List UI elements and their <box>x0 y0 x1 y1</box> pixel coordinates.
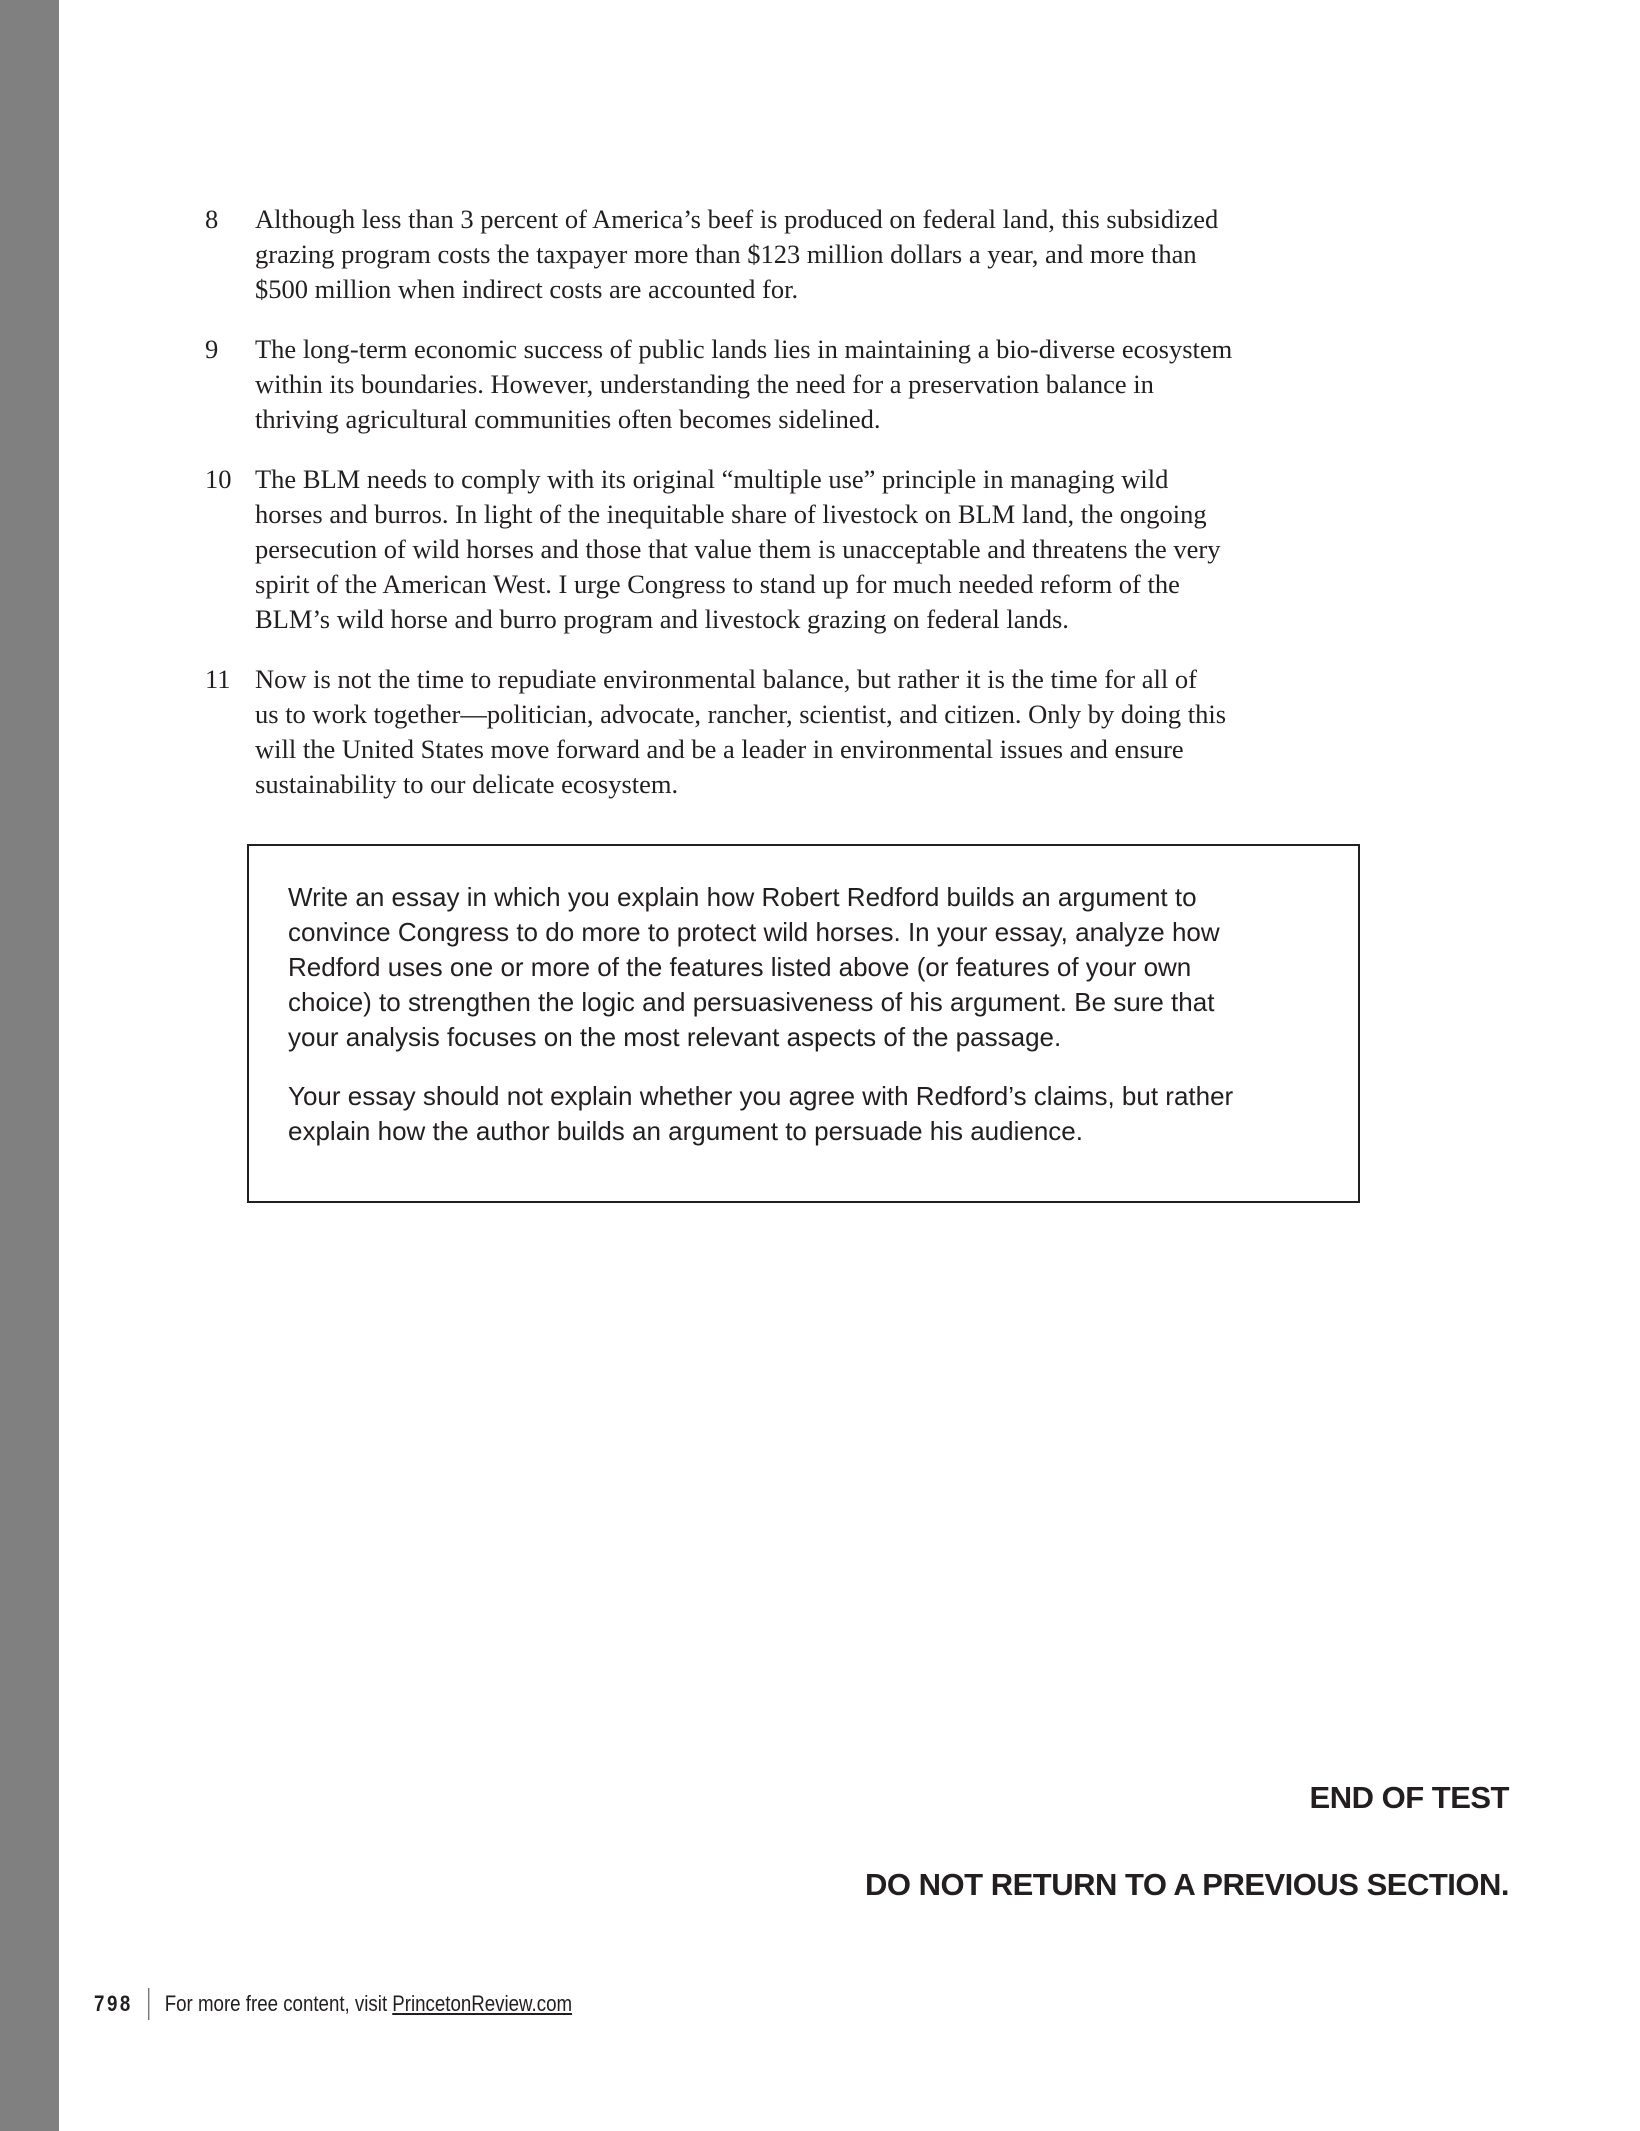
do-not-return-notice: DO NOT RETURN TO A PREVIOUS SECTION. <box>865 1867 1509 1902</box>
paragraph-line: us to work together—politician, advocate, rancher, scientist, and citizen. Only by doing this <box>255 699 1227 729</box>
prompt-line: Write an essay in which you explain how Robert Redford builds an argument to <box>288 882 1197 912</box>
paragraph-number: 8 <box>205 204 219 234</box>
paragraph-line: horses and burros. In light of the inequitable share of livestock on BLM land, the ongoing <box>255 499 1207 529</box>
essay-prompt-box <box>247 844 1360 1203</box>
paragraph-line: persecution of wild horses and those that value them is unacceptable and threatens the very <box>255 534 1221 564</box>
prompt-line: choice) to strengthen the logic and persuasiveness of his argument. Be sure that <box>288 987 1215 1017</box>
prompt-paragraph <box>288 1079 1358 1149</box>
paragraph-line: sustainability to our delicate ecosystem. <box>255 769 679 799</box>
paragraph-line: Although less than 3 percent of America’s beef is produced on federal land, this subsidized <box>255 204 1219 234</box>
paragraph-line: thriving agricultural communities often becomes sidelined. <box>255 404 881 434</box>
footer-divider <box>148 1988 149 2020</box>
end-of-test-heading: END OF TEST <box>1309 1780 1509 1815</box>
princeton-review-link[interactable]: PrincetonReview.com <box>392 1991 573 2016</box>
prompt-line: Your essay should not explain whether you agree with Redford’s claims, but rather <box>288 1081 1234 1111</box>
footer-text: For more free content, visit <box>164 1991 388 2016</box>
prompt-line: your analysis focuses on the most relevant aspects of the passage. <box>288 1022 1062 1052</box>
paragraph-number: 9 <box>205 334 219 364</box>
paragraph-8 <box>205 202 1375 307</box>
paragraph-line: $500 million when indirect costs are accounted for. <box>255 274 799 304</box>
paragraph-line: The BLM needs to comply with its original “multiple use” principle in managing wild <box>255 464 1169 494</box>
paragraph-line: will the United States move forward and be a leader in environmental issues and ensure <box>255 734 1184 764</box>
paragraph-number: 10 <box>205 464 232 494</box>
paragraph-line: within its boundaries. However, understanding the need for a preservation balance in <box>255 369 1154 399</box>
paragraph-line: Now is not the time to repudiate environmental balance, but rather it is the time for all of <box>255 664 1197 694</box>
paragraph-line: BLM’s wild horse and burro program and livestock grazing on federal lands. <box>255 604 1069 634</box>
paragraph-9 <box>205 332 1375 437</box>
prompt-line: explain how the author builds an argument to persuade his audience. <box>288 1116 1083 1146</box>
page-footer <box>94 1988 572 2020</box>
paragraph-line: spirit of the American West. I urge Congress to stand up for much needed reform of the <box>255 569 1180 599</box>
prompt-line: Redford uses one or more of the features listed above (or features of your own <box>288 952 1192 982</box>
paragraph-line: The long-term economic success of public lands lies in maintaining a bio-diverse ecosystem <box>255 334 1233 364</box>
page-number: 798 <box>94 1991 133 2016</box>
paragraph-11 <box>205 662 1375 802</box>
paragraph-number: 11 <box>205 664 231 694</box>
page-edge-bar <box>0 0 59 2131</box>
prompt-paragraph <box>288 880 1358 1055</box>
passage <box>205 202 1375 827</box>
prompt-line: convince Congress to do more to protect wild horses. In your essay, analyze how <box>288 917 1220 947</box>
paragraph-line: grazing program costs the taxpayer more than $123 million dollars a year, and more than <box>255 239 1197 269</box>
paragraph-10 <box>205 462 1375 637</box>
